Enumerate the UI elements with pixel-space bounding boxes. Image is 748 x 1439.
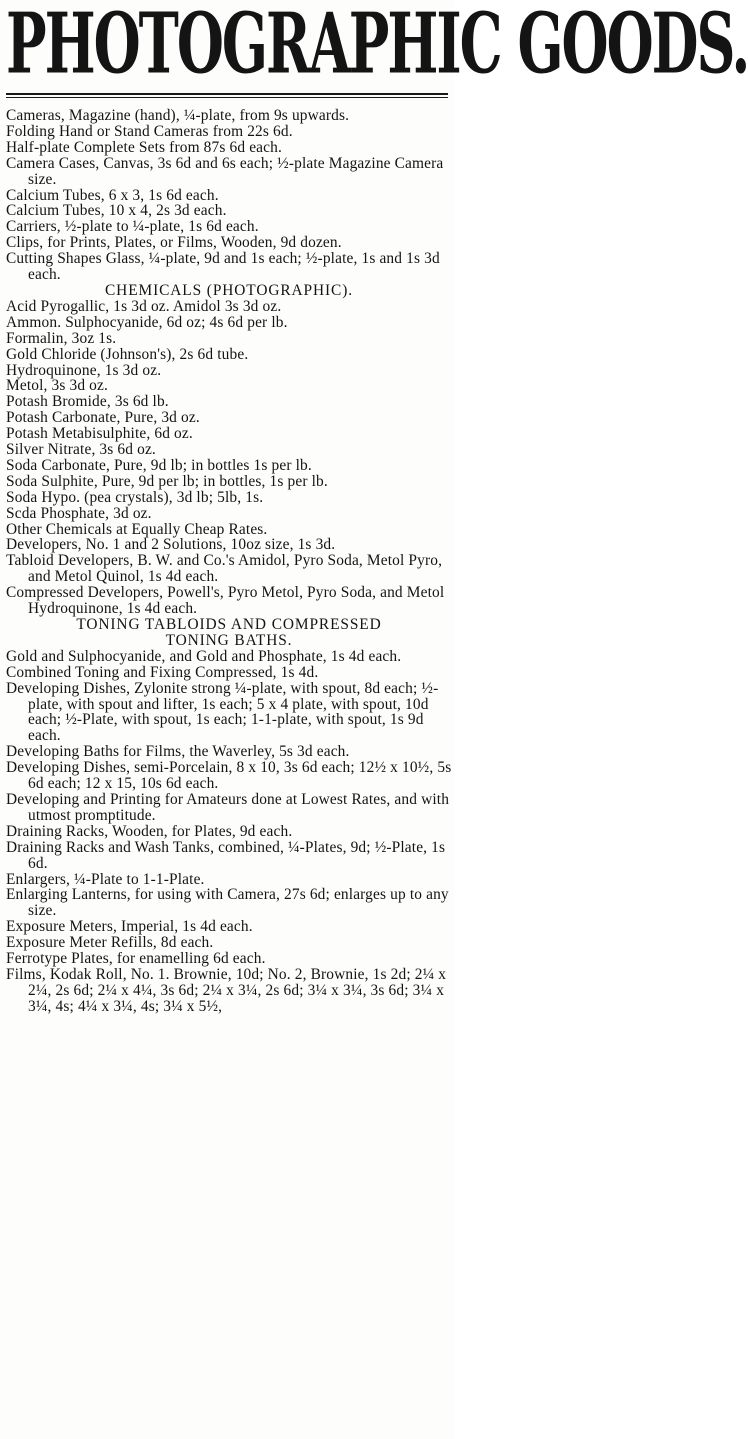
price-list-entry: Half-plate Complete Sets from 87s 6d each. bbox=[6, 138, 282, 156]
price-list-entry: Combined Toning and Fixing Compressed, 1s 4d. bbox=[6, 663, 319, 681]
price-list-entry: Soda Hypo. (pea crystals), 3d lb; 5lb, 1s. bbox=[6, 488, 264, 506]
price-list-entry: Compressed Developers, Powell's, Pyro Metol, Pyro Soda, and Metol Hydroquinone, 1s 4d each. bbox=[6, 584, 445, 618]
section-heading: TONING TABLOIDS AND COMPRESSED bbox=[76, 616, 382, 633]
price-list-entry: Potash Metabisulphite, 6d oz. bbox=[6, 425, 193, 443]
price-list-entry: Developing Dishes, semi-Porcelain, 8 x 10, 3s 6d each; 12½ x 10½, 5s 6d each; 12 x 15, 10s 6d each. bbox=[6, 759, 452, 793]
price-list-entry: Developing and Printing for Amateurs done at Lowest Rates, and with utmost promptitude. bbox=[6, 790, 450, 824]
price-list-entry: Ferrotype Plates, for enamelling 6d each. bbox=[6, 950, 266, 968]
price-list-entry: Cameras, Magazine (hand), ¼-plate, from 9s upwards. bbox=[6, 107, 350, 124]
price-list-entry: Calcium Tubes, 6 x 3, 1s 6d each. bbox=[6, 186, 219, 204]
price-list-entry: Other Chemicals at Equally Cheap Rates. bbox=[6, 520, 268, 538]
price-list-entry: Draining Racks, Wooden, for Plates, 9d each. bbox=[6, 822, 293, 840]
price-list-entry: Silver Nitrate, 3s 6d oz. bbox=[6, 441, 156, 459]
price-list-entry: Developing Baths for Films, the Waverley, 5s 3d each. bbox=[6, 743, 350, 761]
price-list-entry: Folding Hand or Stand Cameras from 22s 6d. bbox=[6, 122, 293, 140]
price-list-entry: Camera Cases, Canvas, 3s 6d and 6s each; ½-plate Magazine Camera size. bbox=[6, 154, 444, 188]
price-list-entry: Acid Pyrogallic, 1s 3d oz. Amidol 3s 3d oz. bbox=[6, 297, 282, 315]
price-list-entry: Formalin, 3oz 1s. bbox=[6, 329, 117, 347]
price-list-entry: Enlarging Lanterns, for using with Camera, 27s 6d; enlarges up to any size. bbox=[6, 886, 449, 920]
price-list-entry: Potash Bromide, 3s 6d lb. bbox=[6, 393, 169, 411]
price-list-entry: Calcium Tubes, 10 x 4, 2s 3d each. bbox=[6, 202, 227, 220]
price-list-entry: Gold and Sulphocyanide, and Gold and Phosphate, 1s 4d each. bbox=[6, 647, 402, 665]
price-list-entry: Soda Carbonate, Pure, 9d lb; in bottles 1s per lb. bbox=[6, 456, 312, 474]
price-list-section bbox=[6, 108, 452, 283]
price-list-entry: Soda Sulphite, Pure, 9d per lb; in bottles, 1s per lb. bbox=[6, 472, 328, 490]
price-list-entry: Potash Carbonate, Pure, 3d oz. bbox=[6, 409, 200, 427]
price-list-entry: Cutting Shapes Glass, ¼-plate, 9d and 1s each; ½-plate, 1s and 1s 3d each. bbox=[6, 250, 440, 284]
price-list-section bbox=[6, 617, 452, 1015]
price-list-entry: Metol, 3s 3d oz. bbox=[6, 377, 109, 395]
price-list-entry: Draining Racks and Wash Tanks, combined, ¼-Plates, 9d; ½-Plate, 1s 6d. bbox=[6, 838, 446, 872]
price-list-entry: Clips, for Prints, Plates, or Films, Wooden, 9d dozen. bbox=[6, 234, 342, 252]
price-list-entry: Developers, No. 1 and 2 Solutions, 10oz size, 1s 3d. bbox=[6, 536, 336, 554]
price-list-entry: Gold Chloride (Johnson's), 2s 6d tube. bbox=[6, 345, 249, 363]
price-list-entry: Ammon. Sulphocyanide, 6d oz; 4s 6d per lb. bbox=[6, 313, 288, 331]
section-heading: CHEMICALS (PHOTOGRAPHIC). bbox=[105, 281, 353, 299]
title-rule bbox=[6, 93, 448, 95]
price-list-entry: Tabloid Developers, B. W. and Co.'s Amidol, Pyro Soda, Metol Pyro, and Metol Quinol, 1s 4d each. bbox=[6, 552, 443, 586]
price-list-section bbox=[6, 283, 452, 617]
price-list-entry: Films, Kodak Roll, No. 1. Brownie, 10d; No. 2, Brownie, 1s 2d; 2¼ x 2¼, 2s 6d; 2¼ x 4¼, 3s 6d; 2¼ x 3¼, 2s 6d; 3¼ x 3¼, 3s 6d; 3¼ x 3¼, 4s; 4¼ x 3¼, 4s; 3¼ x 5½, bbox=[6, 965, 447, 1015]
price-list-entry: Enlargers, ¼-Plate to 1-1-Plate. bbox=[6, 870, 205, 888]
title-rule-thin bbox=[6, 97, 448, 98]
price-list-entry: Exposure Meter Refills, 8d each. bbox=[6, 934, 214, 952]
price-list-entry: Exposure Meters, Imperial, 1s 4d each. bbox=[6, 918, 253, 936]
price-list-entry: Scda Phosphate, 3d oz. bbox=[6, 504, 152, 522]
price-list-entry: Carriers, ½-plate to ¼-plate, 1s 6d each. bbox=[6, 218, 259, 236]
price-list-entry: Developing Dishes, Zylonite strong ¼-plate, with spout, 8d each; ½-plate, with spout and lifter, 1s each; 5 x 4 plate, with spout, 10d each; ½-Plate, with spout, 1s each; 1-1-plate, with spout, 1s 9d each. bbox=[6, 679, 439, 745]
advertisement-title: PHOTOGRAPHIC GOODS. bbox=[6, 0, 748, 93]
price-list-entry: Hydroquinone, 1s 3d oz. bbox=[6, 361, 162, 379]
section-heading: TONING BATHS. bbox=[165, 631, 293, 649]
price-list bbox=[6, 108, 452, 1015]
